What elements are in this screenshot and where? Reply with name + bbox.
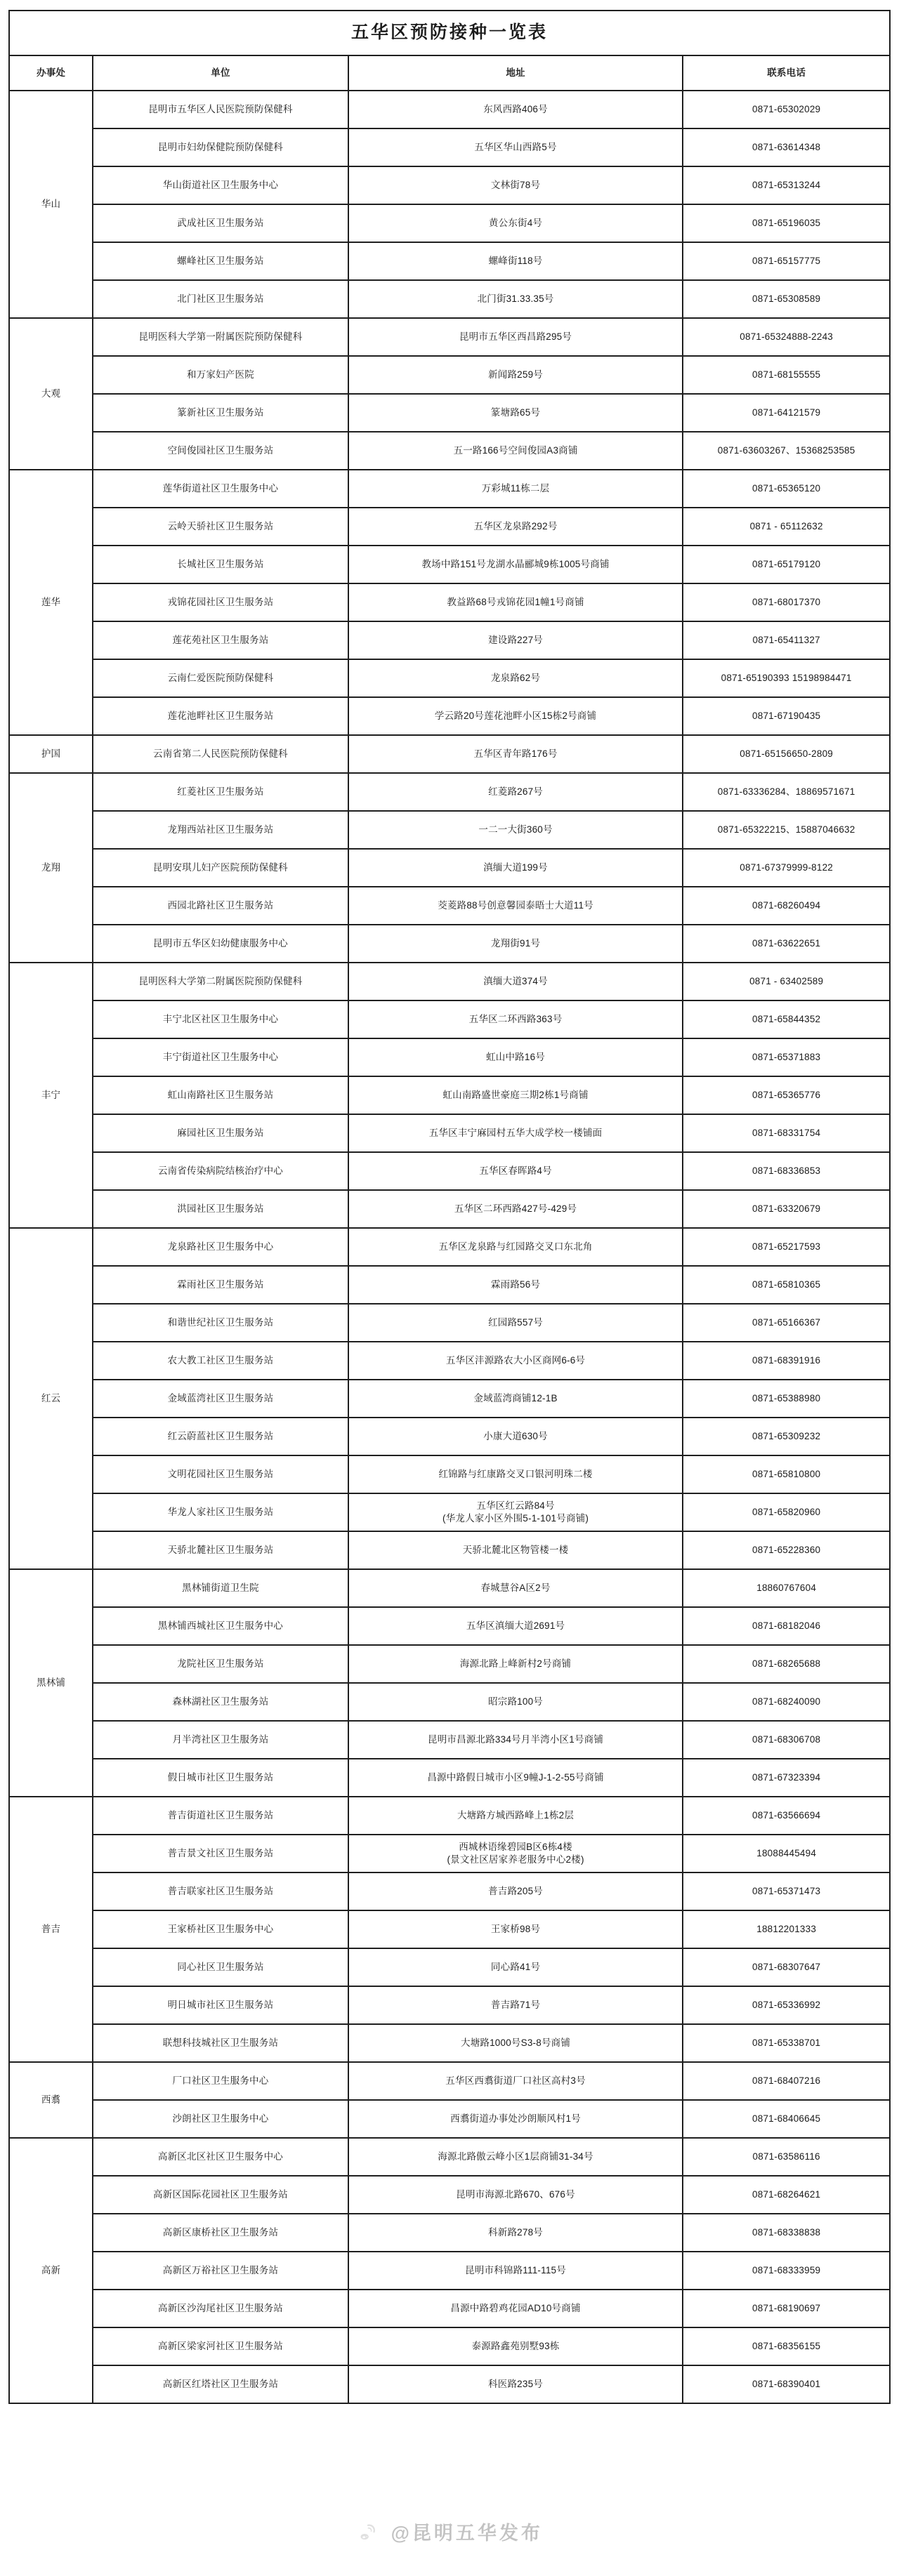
table-row <box>9 91 890 128</box>
address-cell: 小康大道630号 <box>348 1418 683 1455</box>
column-header-office: 办事处 <box>9 55 93 91</box>
unit-cell: 假日城市社区卫生服务站 <box>93 1759 348 1797</box>
table-row <box>9 356 890 394</box>
address-cell: 普吉路205号 <box>348 1872 683 1910</box>
address-cell: 昌源中路碧鸡花园AD10号商铺 <box>348 2290 683 2327</box>
address-cell: 昆明市海源北路670、676号 <box>348 2176 683 2214</box>
unit-cell: 和谐世纪社区卫生服务站 <box>93 1304 348 1342</box>
office-cell: 黑林铺 <box>9 1569 93 1797</box>
unit-cell: 云南省第二人民医院预防保健科 <box>93 735 348 773</box>
unit-cell: 联想科技城社区卫生服务站 <box>93 2024 348 2062</box>
unit-cell: 龙泉路社区卫生服务中心 <box>93 1228 348 1266</box>
address-cell: 建设路227号 <box>348 621 683 659</box>
unit-cell: 红菱社区卫生服务站 <box>93 773 348 811</box>
unit-cell: 月半湾社区卫生服务站 <box>93 1721 348 1759</box>
table-row <box>9 242 890 280</box>
table-row <box>9 1418 890 1455</box>
table-row <box>9 963 890 1000</box>
phone-cell: 0871-68407216 <box>683 2062 890 2100</box>
address-cell: 新闻路259号 <box>348 356 683 394</box>
phone-cell: 0871-63566694 <box>683 1797 890 1835</box>
unit-cell: 武成社区卫生服务站 <box>93 204 348 242</box>
unit-cell: 莲花池畔社区卫生服务站 <box>93 697 348 735</box>
address-cell: 龙翔街91号 <box>348 925 683 963</box>
unit-cell: 篆新社区卫生服务站 <box>93 394 348 432</box>
table-row <box>9 1531 890 1569</box>
unit-cell: 华山街道社区卫生服务中心 <box>93 166 348 204</box>
phone-cell: 0871-68333959 <box>683 2252 890 2290</box>
unit-cell: 北门社区卫生服务站 <box>93 280 348 318</box>
table-row <box>9 583 890 621</box>
phone-cell: 0871-65313244 <box>683 166 890 204</box>
phone-cell: 0871-65371473 <box>683 1872 890 1910</box>
table-row <box>9 280 890 318</box>
table-row <box>9 1152 890 1190</box>
unit-cell: 昆明安琪儿妇产医院预防保健科 <box>93 849 348 887</box>
table-row <box>9 773 890 811</box>
phone-cell: 0871 - 65112632 <box>683 508 890 546</box>
unit-cell: 昆明市五华区人民医院预防保健科 <box>93 91 348 128</box>
phone-cell: 0871-68155555 <box>683 356 890 394</box>
table-row <box>9 2062 890 2100</box>
address-cell: 篆塘路65号 <box>348 394 683 432</box>
unit-cell: 高新区梁家河社区卫生服务站 <box>93 2327 348 2365</box>
unit-cell: 霖雨社区卫生服务站 <box>93 1266 348 1304</box>
address-cell: 红锦路与红康路交叉口银河明珠二楼 <box>348 1455 683 1493</box>
unit-cell: 空间俊园社区卫生服务站 <box>93 432 348 470</box>
column-header-address: 地址 <box>348 55 683 91</box>
table-row <box>9 1038 890 1076</box>
unit-cell: 高新区北区社区卫生服务中心 <box>93 2138 348 2176</box>
table-row <box>9 1797 890 1835</box>
weibo-logo-icon <box>356 2523 377 2544</box>
phone-cell: 0871-65810800 <box>683 1455 890 1493</box>
table-row <box>9 1266 890 1304</box>
phone-cell: 0871-63586116 <box>683 2138 890 2176</box>
phone-cell: 0871-68306708 <box>683 1721 890 1759</box>
table-row <box>9 432 890 470</box>
table-row <box>9 2252 890 2290</box>
address-cell: 茭菱路88号创意馨园泰晤士大道11号 <box>348 887 683 925</box>
address-cell: 五华区滇缅大道2691号 <box>348 1607 683 1645</box>
unit-cell: 虹山南路社区卫生服务站 <box>93 1076 348 1114</box>
unit-cell: 森林湖社区卫生服务站 <box>93 1683 348 1721</box>
table-row <box>9 925 890 963</box>
address-cell: 大塘路方城西路峰上1栋2层 <box>348 1797 683 1835</box>
unit-cell: 高新区国际花园社区卫生服务站 <box>93 2176 348 2214</box>
address-cell: 龙泉路62号 <box>348 659 683 697</box>
phone-cell: 18812201333 <box>683 1910 890 1948</box>
unit-cell: 高新区万裕社区卫生服务站 <box>93 2252 348 2290</box>
address-cell: 滇缅大道374号 <box>348 963 683 1000</box>
address-cell: 昆明市五华区西昌路295号 <box>348 318 683 356</box>
phone-cell: 0871-63614348 <box>683 128 890 166</box>
phone-cell: 0871-68336853 <box>683 1152 890 1190</box>
table-row <box>9 887 890 925</box>
address-cell: 螺峰街118号 <box>348 242 683 280</box>
unit-cell: 高新区康桥社区卫生服务站 <box>93 2214 348 2252</box>
office-cell: 龙翔 <box>9 773 93 963</box>
phone-cell: 0871-63336284、18869571671 <box>683 773 890 811</box>
phone-cell: 0871-65820960 <box>683 1493 890 1531</box>
unit-cell: 高新区沙沟尾社区卫生服务站 <box>93 2290 348 2327</box>
column-header-phone: 联系电话 <box>683 55 890 91</box>
address-cell: 文林街78号 <box>348 166 683 204</box>
address-cell: 五华区丰宁麻园村五华大成学校一楼铺面 <box>348 1114 683 1152</box>
office-cell: 莲华 <box>9 470 93 735</box>
table-row <box>9 1455 890 1493</box>
table-row <box>9 508 890 546</box>
address-cell <box>348 1835 683 1872</box>
phone-cell: 0871-65365776 <box>683 1076 890 1114</box>
office-cell: 西翥 <box>9 2062 93 2138</box>
address-cell: 滇缅大道199号 <box>348 849 683 887</box>
table-row <box>9 2176 890 2214</box>
phone-cell: 0871-68331754 <box>683 1114 890 1152</box>
address-cell: 昭宗路100号 <box>348 1683 683 1721</box>
table-row <box>9 128 890 166</box>
address-cell: 西翥街道办事处沙朗顺风村1号 <box>348 2100 683 2138</box>
unit-cell: 丰宁街道社区卫生服务中心 <box>93 1038 348 1076</box>
address-cell: 春城慧谷A区2号 <box>348 1569 683 1607</box>
unit-cell: 和万家妇产医院 <box>93 356 348 394</box>
table-row <box>9 1910 890 1948</box>
phone-cell: 0871-68338838 <box>683 2214 890 2252</box>
unit-cell: 普吉街道社区卫生服务站 <box>93 1797 348 1835</box>
address-cell: 虹山中路16号 <box>348 1038 683 1076</box>
table-body <box>9 91 890 2403</box>
phone-cell: 0871-65179120 <box>683 546 890 583</box>
phone-cell: 0871-65302029 <box>683 91 890 128</box>
table-head <box>9 11 890 91</box>
address-cell: 五华区青年路176号 <box>348 735 683 773</box>
column-header-row <box>9 55 890 91</box>
watermark <box>0 2518 899 2545</box>
unit-cell: 普吉景文社区卫生服务站 <box>93 1835 348 1872</box>
address-cell: 海源北路上峰新村2号商铺 <box>348 1645 683 1683</box>
table-row <box>9 1872 890 1910</box>
table-row <box>9 546 890 583</box>
table-row <box>9 1986 890 2024</box>
address-cell: 万彩城11栋二层 <box>348 470 683 508</box>
address-cell: 科医路235号 <box>348 2365 683 2403</box>
table-row <box>9 2214 890 2252</box>
address-cell: 红菱路267号 <box>348 773 683 811</box>
unit-cell: 沙朗社区卫生服务中心 <box>93 2100 348 2138</box>
phone-cell: 0871-64121579 <box>683 394 890 432</box>
table-row <box>9 1000 890 1038</box>
unit-cell: 龙翔西站社区卫生服务站 <box>93 811 348 849</box>
address-cell <box>348 1493 683 1531</box>
address-cell: 教场中路151号龙湖水晶郦城9栋1005号商铺 <box>348 546 683 583</box>
unit-cell: 华龙人家社区卫生服务站 <box>93 1493 348 1531</box>
phone-cell: 0871-68356155 <box>683 2327 890 2365</box>
table-row <box>9 2100 890 2138</box>
phone-cell: 0871-65217593 <box>683 1228 890 1266</box>
unit-cell: 农大教工社区卫生服务站 <box>93 1342 348 1380</box>
unit-cell: 文明花园社区卫生服务站 <box>93 1455 348 1493</box>
unit-cell: 王家桥社区卫生服务中心 <box>93 1910 348 1948</box>
unit-cell: 普吉联家社区卫生服务站 <box>93 1872 348 1910</box>
address-line-main: 五华区红云路84号 <box>476 1500 555 1511</box>
table-row <box>9 1569 890 1607</box>
vaccination-table <box>8 10 891 2404</box>
table-row <box>9 2365 890 2403</box>
table-row <box>9 166 890 204</box>
address-line-note: (华龙人家小区外围5-1-101号商铺) <box>442 1513 589 1524</box>
phone-cell: 0871-65336992 <box>683 1986 890 2024</box>
address-cell: 普吉路71号 <box>348 1986 683 2024</box>
phone-cell: 0871 - 63402589 <box>683 963 890 1000</box>
office-cell: 大观 <box>9 318 93 470</box>
table-row <box>9 659 890 697</box>
phone-cell: 0871-68406645 <box>683 2100 890 2138</box>
address-cell: 霖雨路56号 <box>348 1266 683 1304</box>
table-row <box>9 1380 890 1418</box>
table-title-row <box>9 11 890 55</box>
address-cell: 五华区沣源路农大小区商网6-6号 <box>348 1342 683 1380</box>
phone-cell: 0871-65156650-2809 <box>683 735 890 773</box>
unit-cell: 昆明市五华区妇幼健康服务中心 <box>93 925 348 963</box>
page-title: 五华区预防接种一览表 <box>9 11 890 55</box>
office-cell: 高新 <box>9 2138 93 2403</box>
unit-cell: 厂口社区卫生服务中心 <box>93 2062 348 2100</box>
phone-cell: 0871-65338701 <box>683 2024 890 2062</box>
phone-cell: 0871-67190435 <box>683 697 890 735</box>
unit-cell: 云南省传染病院结核治疗中心 <box>93 1152 348 1190</box>
address-cell: 红园路557号 <box>348 1304 683 1342</box>
address-cell: 大塘路1000号S3-8号商铺 <box>348 2024 683 2062</box>
phone-cell: 0871-68182046 <box>683 1607 890 1645</box>
unit-cell: 戎锦花园社区卫生服务站 <box>93 583 348 621</box>
unit-cell: 莲花苑社区卫生服务站 <box>93 621 348 659</box>
phone-cell: 0871-68391916 <box>683 1342 890 1380</box>
address-cell: 教益路68号戎锦花园1幢1号商铺 <box>348 583 683 621</box>
address-cell: 北门街31.33.35号 <box>348 280 683 318</box>
table-row <box>9 1645 890 1683</box>
phone-cell: 0871-68190697 <box>683 2290 890 2327</box>
unit-cell: 洪园社区卫生服务站 <box>93 1190 348 1228</box>
address-cell: 王家桥98号 <box>348 1910 683 1948</box>
table-row <box>9 2327 890 2365</box>
table-row <box>9 318 890 356</box>
table-row <box>9 621 890 659</box>
table-row <box>9 394 890 432</box>
address-cell: 五华区龙泉路与红园路交叉口东北角 <box>348 1228 683 1266</box>
table-row <box>9 2290 890 2327</box>
table-row <box>9 1493 890 1531</box>
phone-cell: 0871-65388980 <box>683 1380 890 1418</box>
address-cell: 学云路20号莲花池畔小区15栋2号商铺 <box>348 697 683 735</box>
unit-cell: 昆明医科大学第一附属医院预防保健科 <box>93 318 348 356</box>
phone-cell: 0871-65196035 <box>683 204 890 242</box>
phone-cell: 0871-65810365 <box>683 1266 890 1304</box>
table-row <box>9 1835 890 1872</box>
table-row <box>9 204 890 242</box>
table-row <box>9 1948 890 1986</box>
table-row <box>9 1721 890 1759</box>
phone-cell: 0871-68265688 <box>683 1645 890 1683</box>
phone-cell: 0871-68264621 <box>683 2176 890 2214</box>
unit-cell: 天骄北麓社区卫生服务站 <box>93 1531 348 1569</box>
unit-cell: 云岭天骄社区卫生服务站 <box>93 508 348 546</box>
phone-cell: 0871-67379999-8122 <box>683 849 890 887</box>
unit-cell: 长城社区卫生服务站 <box>93 546 348 583</box>
phone-cell: 0871-68390401 <box>683 2365 890 2403</box>
office-cell: 丰宁 <box>9 963 93 1228</box>
office-cell: 护国 <box>9 735 93 773</box>
phone-cell: 0871-67323394 <box>683 1759 890 1797</box>
table-row <box>9 2138 890 2176</box>
table-row <box>9 2024 890 2062</box>
table-row <box>9 470 890 508</box>
unit-cell: 云南仁爱医院预防保健科 <box>93 659 348 697</box>
unit-cell: 昆明市妇幼保健院预防保健科 <box>93 128 348 166</box>
address-cell: 黄公东街4号 <box>348 204 683 242</box>
unit-cell: 同心社区卫生服务站 <box>93 1948 348 1986</box>
phone-cell: 0871-68307647 <box>683 1948 890 1986</box>
address-cell: 东风西路406号 <box>348 91 683 128</box>
address-cell: 五华区华山西路5号 <box>348 128 683 166</box>
phone-cell: 0871-68017370 <box>683 583 890 621</box>
column-header-unit: 单位 <box>93 55 348 91</box>
phone-cell: 0871-65309232 <box>683 1418 890 1455</box>
address-cell: 昆明市科锦路111-115号 <box>348 2252 683 2290</box>
unit-cell: 螺峰社区卫生服务站 <box>93 242 348 280</box>
office-cell: 华山 <box>9 91 93 318</box>
address-line-main: 西城林语缘碧园B区6栋4楼 <box>459 1841 572 1852</box>
phone-cell: 0871-65228360 <box>683 1531 890 1569</box>
phone-cell: 0871-65166367 <box>683 1304 890 1342</box>
table-row <box>9 1190 890 1228</box>
address-cell: 五华区二环西路363号 <box>348 1000 683 1038</box>
phone-cell: 0871-65324888-2243 <box>683 318 890 356</box>
address-cell: 科新路278号 <box>348 2214 683 2252</box>
unit-cell: 麻园社区卫生服务站 <box>93 1114 348 1152</box>
phone-cell: 0871-65308589 <box>683 280 890 318</box>
unit-cell: 莲华街道社区卫生服务中心 <box>93 470 348 508</box>
watermark-text: @昆明五华发布 <box>391 2523 543 2544</box>
phone-cell: 0871-65157775 <box>683 242 890 280</box>
unit-cell: 昆明医科大学第二附属医院预防保健科 <box>93 963 348 1000</box>
phone-cell: 0871-63603267、15368253585 <box>683 432 890 470</box>
table-row <box>9 849 890 887</box>
table-row <box>9 1304 890 1342</box>
address-cell: 五华区西翥街道厂口社区高村3号 <box>348 2062 683 2100</box>
table-row <box>9 1342 890 1380</box>
unit-cell: 红云蔚蓝社区卫生服务站 <box>93 1418 348 1455</box>
unit-cell: 西园北路社区卫生服务站 <box>93 887 348 925</box>
table-row <box>9 1607 890 1645</box>
address-cell: 海源北路傲云峰小区1层商铺31-34号 <box>348 2138 683 2176</box>
address-cell: 昆明市昌源北路334号月半湾小区1号商铺 <box>348 1721 683 1759</box>
unit-cell: 龙院社区卫生服务站 <box>93 1645 348 1683</box>
phone-cell: 0871-65844352 <box>683 1000 890 1038</box>
office-cell: 普吉 <box>9 1797 93 2062</box>
address-cell: 五华区龙泉路292号 <box>348 508 683 546</box>
phone-cell: 18860767604 <box>683 1569 890 1607</box>
office-cell: 红云 <box>9 1228 93 1569</box>
phone-cell: 0871-63622651 <box>683 925 890 963</box>
table-row <box>9 811 890 849</box>
address-cell: 天骄北麓北区物管楼一楼 <box>348 1531 683 1569</box>
unit-cell: 丰宁北区社区卫生服务中心 <box>93 1000 348 1038</box>
address-cell: 一二一大街360号 <box>348 811 683 849</box>
address-cell: 五华区二环西路427号-429号 <box>348 1190 683 1228</box>
table-row <box>9 1076 890 1114</box>
table-row <box>9 1228 890 1266</box>
unit-cell: 高新区红塔社区卫生服务站 <box>93 2365 348 2403</box>
address-cell: 虹山南路盛世豪庭三期2栋1号商铺 <box>348 1076 683 1114</box>
table-row <box>9 1759 890 1797</box>
unit-cell: 明日城市社区卫生服务站 <box>93 1986 348 2024</box>
table-row <box>9 735 890 773</box>
address-cell: 金域蓝湾商铺12-1B <box>348 1380 683 1418</box>
unit-cell: 金域蓝湾社区卫生服务站 <box>93 1380 348 1418</box>
address-cell: 同心路41号 <box>348 1948 683 1986</box>
phone-cell: 0871-65190393 15198984471 <box>683 659 890 697</box>
address-line-note: (景文社区居家养老服务中心2楼) <box>447 1854 584 1865</box>
phone-cell: 0871-63320679 <box>683 1190 890 1228</box>
phone-cell: 0871-65322215、15887046632 <box>683 811 890 849</box>
table-row <box>9 697 890 735</box>
address-cell: 泰源路鑫苑别墅93栋 <box>348 2327 683 2365</box>
table-row <box>9 1683 890 1721</box>
phone-cell: 0871-65371883 <box>683 1038 890 1076</box>
phone-cell: 0871-65365120 <box>683 470 890 508</box>
phone-cell: 0871-68240090 <box>683 1683 890 1721</box>
address-cell: 五一路166号空间俊园A3商铺 <box>348 432 683 470</box>
phone-cell: 0871-68260494 <box>683 887 890 925</box>
phone-cell: 18088445494 <box>683 1835 890 1872</box>
table-row <box>9 1114 890 1152</box>
address-cell: 五华区春晖路4号 <box>348 1152 683 1190</box>
address-cell: 昌源中路假日城市小区9幢J-1-2-55号商铺 <box>348 1759 683 1797</box>
phone-cell: 0871-65411327 <box>683 621 890 659</box>
unit-cell: 黑林铺西城社区卫生服务中心 <box>93 1607 348 1645</box>
unit-cell: 黑林铺街道卫生院 <box>93 1569 348 1607</box>
